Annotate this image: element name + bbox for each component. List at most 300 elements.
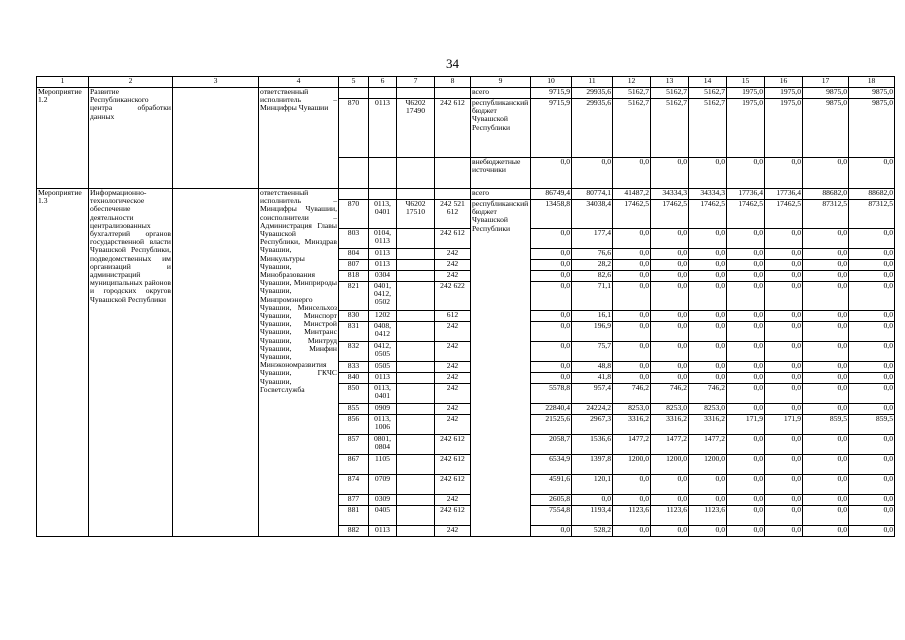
value-cell: 0,0 [727,260,765,271]
value-cell: 0,0 [727,404,765,415]
value-cell: 8253,0 [613,404,651,415]
value-cell: 0,0 [651,260,689,271]
code-cell: 242 [435,526,471,537]
value-cell: 87312,5 [803,200,849,229]
value-cell: 0,0 [651,322,689,342]
value-cell: 0,0 [613,495,651,506]
value-cell: 0,0 [651,249,689,260]
code-cell: 870 [339,99,369,158]
code-cell: 242 612 [435,506,471,526]
code-cell: 804 [339,249,369,260]
code-cell [397,158,435,189]
code-cell: 242 [435,404,471,415]
code-cell: 0709 [369,475,397,495]
value-cell: 0,0 [531,229,572,249]
code-cell: 242 [435,384,471,404]
code-cell: 242 [435,260,471,271]
value-cell: 0,0 [803,455,849,475]
header-cell: 7 [397,77,435,88]
code-cell: 856 [339,415,369,435]
value-cell: 29935,6 [572,88,613,99]
code-cell [397,455,435,475]
code-cell: 818 [339,271,369,282]
value-cell: 0,0 [765,260,803,271]
value-cell: 0,0 [849,475,895,495]
value-cell: 0,0 [727,506,765,526]
code-cell: 242 612 [435,455,471,475]
measure-executor: ответственный исполнитель – Минцифры Чувашии, соисполнители – Администрация Главы Чувашской Республики, Минздрав Чувашии, Минкультуры Чувашии, Минобразования Чувашии, Минприроды Чувашии, Минпромэнерго Чувашии, Минсельхоз Чувашии, Минспорт Чувашии, Минстрой Чувашии, Минтранс Чувашии, Минтруд Чувашии, Минфин Чувашии, Минэкономразвития Чувашии, ГКЧС Чувашии, Госветслужба [259,189,339,537]
value-cell: 16,1 [572,311,613,322]
code-cell: 0113, 0401 [369,200,397,229]
code-cell [339,158,369,189]
measure-name: Развитие Республиканского центра обработки данных [89,88,173,189]
code-cell [397,282,435,311]
value-cell: 1975,0 [765,88,803,99]
value-cell: 0,0 [727,475,765,495]
value-cell: 0,0 [803,404,849,415]
value-cell: 0,0 [727,249,765,260]
value-cell: 41,8 [572,373,613,384]
code-cell: 1202 [369,311,397,322]
empty-cell [173,88,259,189]
value-cell: 1200,0 [689,455,727,475]
value-cell: 0,0 [689,311,727,322]
value-cell: 0,0 [765,158,803,189]
value-cell: 0,0 [613,249,651,260]
code-cell: Ч6202 17490 [397,99,435,158]
value-cell: 0,0 [727,384,765,404]
value-cell: 0,0 [849,362,895,373]
value-cell: 0,0 [803,435,849,455]
code-cell [397,88,435,99]
code-cell: 831 [339,322,369,342]
value-cell: 0,0 [689,249,727,260]
code-cell [397,249,435,260]
header-cell: 4 [259,77,339,88]
source-cell: всего [471,189,531,200]
code-cell [397,271,435,282]
table-row [37,189,895,200]
code-cell [397,404,435,415]
value-cell: 0,0 [613,271,651,282]
value-cell: 1123,6 [613,506,651,526]
value-cell: 0,0 [531,260,572,271]
value-cell: 0,0 [849,506,895,526]
value-cell: 0,0 [849,271,895,282]
code-cell: 832 [339,342,369,362]
value-cell: 82,6 [572,271,613,282]
code-cell: 242 [435,362,471,373]
value-cell: 0,0 [689,475,727,495]
value-cell: 0,0 [803,260,849,271]
value-cell: 0,0 [531,311,572,322]
code-cell: 882 [339,526,369,537]
value-cell: 0,0 [531,526,572,537]
value-cell: 0,0 [651,229,689,249]
value-cell: 5162,7 [613,99,651,158]
code-cell [369,189,397,200]
code-cell: 242 [435,271,471,282]
code-cell: 242 [435,342,471,362]
code-cell [435,88,471,99]
value-cell: 17462,5 [765,200,803,229]
value-cell: 5578,8 [531,384,572,404]
code-cell [397,506,435,526]
code-cell: 0113 [369,373,397,384]
value-cell: 0,0 [765,229,803,249]
measure-code: Мероприятие 1.3 [37,189,89,537]
value-cell: 0,0 [849,322,895,342]
header-cell: 9 [471,77,531,88]
value-cell: 746,2 [651,384,689,404]
code-cell: 0408, 0412 [369,322,397,342]
code-cell [339,88,369,99]
value-cell: 9875,0 [803,99,849,158]
value-cell: 0,0 [572,158,613,189]
value-cell: 86749,4 [531,189,572,200]
header-cell: 10 [531,77,572,88]
value-cell: 24224,2 [572,404,613,415]
code-cell: 867 [339,455,369,475]
value-cell: 7554,8 [531,506,572,526]
value-cell: 0,0 [727,342,765,362]
value-cell: 0,0 [689,495,727,506]
code-cell: 0304 [369,271,397,282]
value-cell: 0,0 [727,311,765,322]
header-cell: 13 [651,77,689,88]
value-cell: 0,0 [727,282,765,311]
value-cell: 171,9 [727,415,765,435]
header-cell: 11 [572,77,613,88]
header-cell: 2 [89,77,173,88]
value-cell: 0,0 [765,435,803,455]
value-cell: 0,0 [803,475,849,495]
code-cell: 881 [339,506,369,526]
source-cell: республиканский бюджет Чувашской Республики [471,99,531,158]
code-cell: 242 [435,495,471,506]
value-cell: 859,5 [849,415,895,435]
value-cell: 1200,0 [651,455,689,475]
value-cell: 8253,0 [689,404,727,415]
value-cell: 0,0 [803,506,849,526]
value-cell: 120,1 [572,475,613,495]
code-cell: 0113, 0401 [369,384,397,404]
value-cell: 0,0 [689,322,727,342]
value-cell: 0,0 [765,495,803,506]
code-cell: 0505 [369,362,397,373]
source-cell: всего [471,88,531,99]
value-cell: 0,0 [651,342,689,362]
value-cell: 5162,7 [651,88,689,99]
value-cell: 41487,2 [613,189,651,200]
value-cell: 0,0 [803,282,849,311]
code-cell: 870 [339,200,369,229]
value-cell: 9715,9 [531,88,572,99]
code-cell [369,158,397,189]
code-cell: 612 [435,311,471,322]
value-cell: 0,0 [727,271,765,282]
value-cell: 0,0 [689,229,727,249]
value-cell: 0,0 [613,322,651,342]
value-cell: 0,0 [803,322,849,342]
code-cell: 0309 [369,495,397,506]
value-cell: 0,0 [849,526,895,537]
value-cell: 0,0 [727,526,765,537]
value-cell: 2967,3 [572,415,613,435]
header-cell: 1 [37,77,89,88]
value-cell: 0,0 [803,249,849,260]
value-cell: 13458,8 [531,200,572,229]
value-cell: 957,4 [572,384,613,404]
value-cell: 0,0 [803,495,849,506]
value-cell: 1123,6 [651,506,689,526]
budget-table [36,76,895,537]
value-cell: 0,0 [531,282,572,311]
value-cell: 5162,7 [689,99,727,158]
value-cell: 8253,0 [651,404,689,415]
value-cell: 859,5 [803,415,849,435]
value-cell: 0,0 [651,158,689,189]
value-cell: 3316,2 [651,415,689,435]
value-cell: 6534,9 [531,455,572,475]
value-cell: 0,0 [803,311,849,322]
value-cell: 196,9 [572,322,613,342]
code-cell: 242 612 [435,229,471,249]
header-cell: 3 [173,77,259,88]
value-cell: 0,0 [727,435,765,455]
code-cell: Ч6202 17510 [397,200,435,229]
value-cell: 0,0 [689,282,727,311]
code-cell: 242 612 [435,99,471,158]
value-cell: 746,2 [689,384,727,404]
value-cell: 171,9 [765,415,803,435]
code-cell: 242 [435,322,471,342]
value-cell: 0,0 [613,158,651,189]
value-cell: 1123,6 [689,506,727,526]
value-cell: 1477,2 [689,435,727,455]
code-cell: 803 [339,229,369,249]
header-cell: 15 [727,77,765,88]
value-cell: 0,0 [613,342,651,362]
value-cell: 88682,0 [849,189,895,200]
code-cell: 857 [339,435,369,455]
value-cell: 1200,0 [613,455,651,475]
value-cell: 0,0 [531,342,572,362]
value-cell: 0,0 [849,282,895,311]
value-cell: 17462,5 [651,200,689,229]
value-cell: 29935,6 [572,99,613,158]
value-cell: 0,0 [651,475,689,495]
value-cell: 0,0 [613,282,651,311]
value-cell: 4591,6 [531,475,572,495]
measure-code: Мероприятие 1.2 [37,88,89,189]
code-cell [397,229,435,249]
header-cell: 6 [369,77,397,88]
header-cell: 17 [803,77,849,88]
value-cell: 0,0 [849,373,895,384]
value-cell: 0,0 [531,373,572,384]
value-cell: 9875,0 [849,88,895,99]
value-cell: 0,0 [651,373,689,384]
value-cell: 0,0 [765,526,803,537]
value-cell: 0,0 [613,362,651,373]
code-cell [397,322,435,342]
code-cell: 242 612 [435,435,471,455]
value-cell: 0,0 [849,342,895,362]
value-cell: 22840,4 [531,404,572,415]
value-cell: 0,0 [689,271,727,282]
value-cell: 0,0 [651,271,689,282]
code-cell: 830 [339,311,369,322]
value-cell: 0,0 [613,229,651,249]
code-cell: 807 [339,260,369,271]
code-cell: 242 521 612 [435,200,471,229]
value-cell: 0,0 [689,373,727,384]
value-cell: 2605,8 [531,495,572,506]
header-cell: 8 [435,77,471,88]
value-cell: 5162,7 [689,88,727,99]
value-cell: 0,0 [651,311,689,322]
value-cell: 0,0 [765,342,803,362]
value-cell: 0,0 [765,322,803,342]
value-cell: 0,0 [689,260,727,271]
value-cell: 0,0 [803,384,849,404]
value-cell: 34334,3 [651,189,689,200]
value-cell: 0,0 [803,373,849,384]
value-cell: 0,0 [849,455,895,475]
code-cell [369,88,397,99]
value-cell: 528,2 [572,526,613,537]
code-cell: 0405 [369,506,397,526]
value-cell: 0,0 [531,158,572,189]
value-cell: 0,0 [531,249,572,260]
value-cell: 28,2 [572,260,613,271]
code-cell [397,260,435,271]
code-cell: 242 [435,373,471,384]
page-number: 34 [446,56,459,71]
header-cell: 16 [765,77,803,88]
header-cell: 12 [613,77,651,88]
code-cell: 242 612 [435,475,471,495]
code-cell [397,435,435,455]
value-cell: 0,0 [727,229,765,249]
value-cell: 0,0 [765,404,803,415]
header-cell: 5 [339,77,369,88]
value-cell: 0,0 [613,475,651,495]
value-cell: 0,0 [849,311,895,322]
value-cell: 1397,8 [572,455,613,475]
value-cell: 0,0 [651,362,689,373]
value-cell: 0,0 [849,435,895,455]
value-cell: 0,0 [531,322,572,342]
value-cell: 0,0 [765,455,803,475]
value-cell: 0,0 [613,526,651,537]
code-cell [397,373,435,384]
code-cell: 1105 [369,455,397,475]
code-cell: 0412, 0505 [369,342,397,362]
code-cell [435,158,471,189]
code-cell [397,495,435,506]
code-cell [397,362,435,373]
code-cell: 0113 [369,99,397,158]
value-cell: 0,0 [765,282,803,311]
value-cell: 71,1 [572,282,613,311]
value-cell: 0,0 [689,342,727,362]
code-cell [397,415,435,435]
value-cell: 0,0 [572,495,613,506]
value-cell: 48,8 [572,362,613,373]
measure-executor: ответственный исполнитель – Минцифры Чувашии [259,88,339,189]
value-cell: 0,0 [849,260,895,271]
code-cell [435,189,471,200]
value-cell: 1975,0 [727,99,765,158]
source-cell: внебюджетные источники [471,158,531,189]
value-cell: 17462,5 [613,200,651,229]
value-cell: 80774,1 [572,189,613,200]
value-cell: 0,0 [849,384,895,404]
code-cell: 855 [339,404,369,415]
code-cell [397,475,435,495]
value-cell: 34038,4 [572,200,613,229]
value-cell: 9875,0 [803,88,849,99]
value-cell: 17462,5 [727,200,765,229]
value-cell: 0,0 [803,229,849,249]
header-cell: 14 [689,77,727,88]
value-cell: 0,0 [803,342,849,362]
value-cell: 0,0 [849,249,895,260]
value-cell: 0,0 [689,526,727,537]
code-cell: 877 [339,495,369,506]
value-cell: 1975,0 [727,88,765,99]
value-cell: 0,0 [803,362,849,373]
value-cell: 0,0 [651,526,689,537]
value-cell: 88682,0 [803,189,849,200]
value-cell: 0,0 [849,229,895,249]
value-cell: 0,0 [613,373,651,384]
value-cell: 0,0 [765,384,803,404]
code-cell [339,189,369,200]
code-cell: 0801, 0804 [369,435,397,455]
value-cell: 0,0 [531,271,572,282]
value-cell: 5162,7 [651,99,689,158]
value-cell: 1193,4 [572,506,613,526]
value-cell: 0,0 [727,495,765,506]
code-cell: 840 [339,373,369,384]
value-cell: 0,0 [765,373,803,384]
value-cell: 17736,4 [727,189,765,200]
value-cell: 0,0 [765,271,803,282]
code-cell [397,526,435,537]
value-cell: 0,0 [803,526,849,537]
value-cell: 1975,0 [765,99,803,158]
value-cell: 0,0 [651,495,689,506]
value-cell: 0,0 [727,455,765,475]
measure-name: Информационно-технологическое обеспечение деятельности централизованных бухгалтерий органов государственной власти Чувашской Республики, подведомственных им организаций и администраций муниципальных районов и городских округов Чувашской Республики [89,189,173,537]
value-cell: 0,0 [803,271,849,282]
value-cell: 0,0 [613,260,651,271]
value-cell: 0,0 [849,158,895,189]
code-cell: 242 622 [435,282,471,311]
empty-cell [173,189,259,537]
value-cell: 0,0 [727,158,765,189]
value-cell: 746,2 [613,384,651,404]
header-row [37,77,895,88]
code-cell: 242 [435,415,471,435]
code-cell: 850 [339,384,369,404]
code-cell: 242 [435,249,471,260]
value-cell: 0,0 [803,158,849,189]
code-cell: 0104, 0113 [369,229,397,249]
